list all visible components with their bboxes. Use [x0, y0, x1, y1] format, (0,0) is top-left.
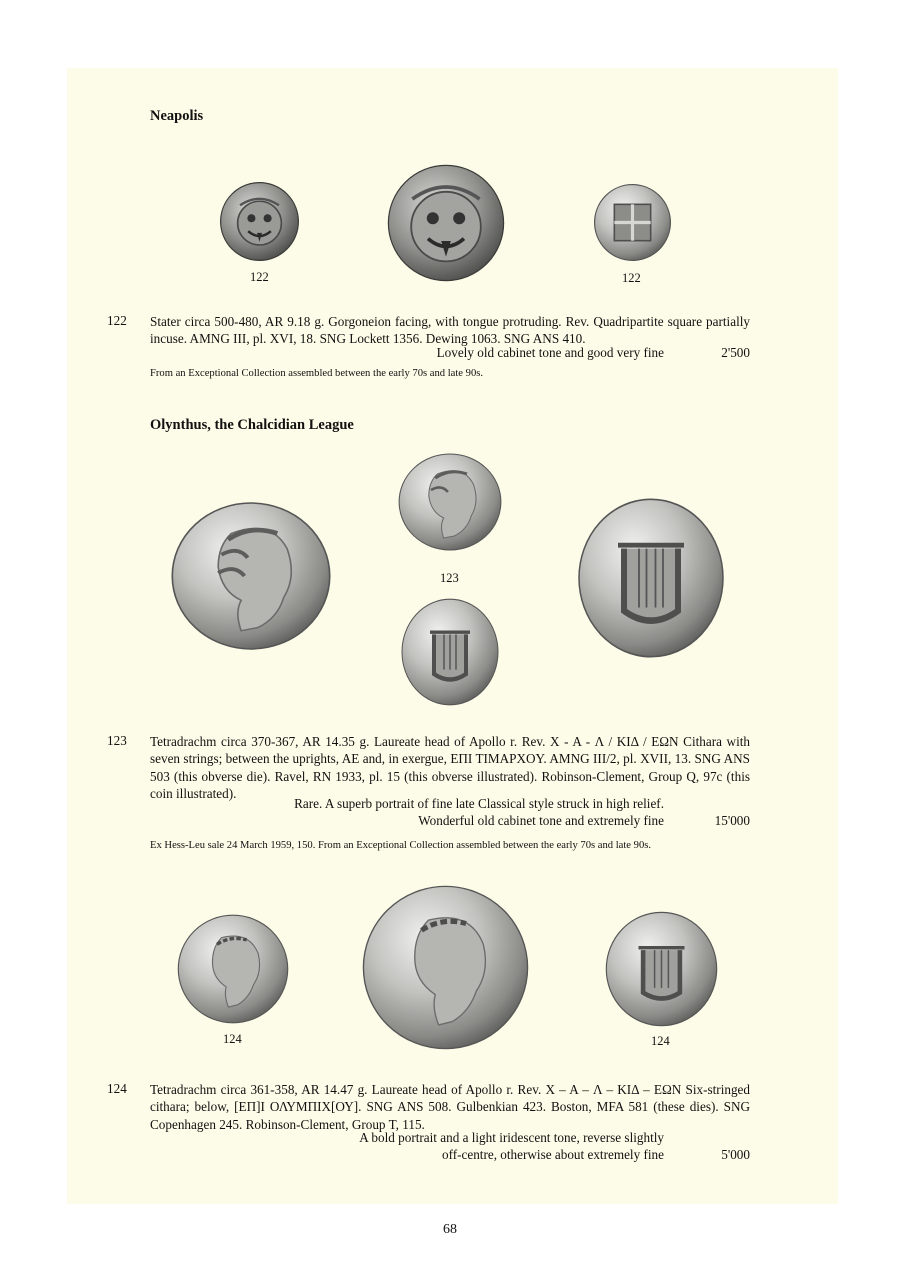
lot-description: Tetradrachm circa 370-367, AR 14.35 g. Laureate head of Apollo r. Rev. X - A - Λ / KIΔ / EΩN Cithara with seven strings; between the uprights, AE and, in exergue, EΠI TIMAPXOY. AMNG III/2, pl. XVII, 13. SNG ANS 503 (this obverse die). Ravel, RN 1933, pl. 15 (this obverse illustrated). Robinson-Clement, Group Q, 97c (this coin illustrated). — [150, 734, 750, 802]
lot-grade-line-2: off-centre, otherwise about extremely fine — [441, 1147, 664, 1162]
image-caption: 124 — [223, 1032, 242, 1046]
coin-122-obverse-enlarged — [386, 163, 506, 283]
lot-provenance: From an Exceptional Collection assembled between the early 70s and late 90s. — [150, 368, 484, 379]
section-heading-neapolis: Neapolis — [150, 108, 204, 124]
lot-description: Tetradrachm circa 361-358, AR 14.47 g. Laureate head of Apollo r. Rev. X – A – Λ – KIΔ – EΩN Six-stringed cithara; below, [EΠ]I ΟΛΥΜΠΙΧ[ΟΥ]. SNG ANS 508. Gulbenkian 423. Boston, MFA 581 (these dies). SNG Copenhagen 245. Robinson-Clement, Group T, 115. — [150, 1082, 750, 1132]
lot-number: 123 — [107, 733, 127, 748]
section-heading-olynthus: Olynthus, the Chalcidian League — [150, 417, 354, 433]
image-caption: 123 — [440, 571, 459, 585]
lot-price: 15'000 — [714, 813, 750, 828]
coin-123-reverse — [400, 597, 500, 707]
coin-122-reverse-incuse — [593, 183, 672, 262]
image-caption: 122 — [250, 270, 269, 284]
lot-grade: Lovely old cabinet tone and good very fine — [436, 345, 664, 360]
lot-price: 2'500 — [721, 345, 750, 360]
coin-122-obverse-small — [219, 181, 300, 262]
image-caption: 122 — [622, 271, 641, 285]
image-caption: 124 — [651, 1034, 670, 1048]
lot-provenance: Ex Hess-Leu sale 24 March 1959, 150. From an Exceptional Collection assembled between the early 70s and late 90s. — [150, 840, 652, 851]
lot-grade-line-1: A bold portrait and a light iridescent tone, reverse slightly — [359, 1130, 664, 1145]
lot-number: 122 — [107, 313, 127, 328]
coin-124-obverse — [176, 913, 290, 1025]
lot-description: Stater circa 500-480, AR 9.18 g. Gorgoneion facing, with tongue protruding. Rev. Quadripartite square partially incuse. AMNG III, pl. XVI, 18. SNG Lockett 1356. Dewing 1063. SNG ANS 410. — [150, 314, 750, 347]
coin-124-reverse — [604, 910, 719, 1028]
lot-number: 124 — [107, 1081, 127, 1096]
coin-123-obverse-enlarged — [169, 500, 333, 652]
page-number: 68 — [443, 1222, 457, 1237]
lot-grade-line-1: Rare. A superb portrait of fine late Classical style struck in high relief. — [294, 796, 664, 811]
lot-grade-line-2: Wonderful old cabinet tone and extremely fine — [418, 813, 664, 828]
coin-123-obverse — [397, 452, 503, 552]
coin-124-obverse-enlarged — [360, 883, 531, 1052]
lot-price: 5'000 — [721, 1147, 750, 1162]
coin-123-reverse-enlarged — [576, 496, 726, 660]
